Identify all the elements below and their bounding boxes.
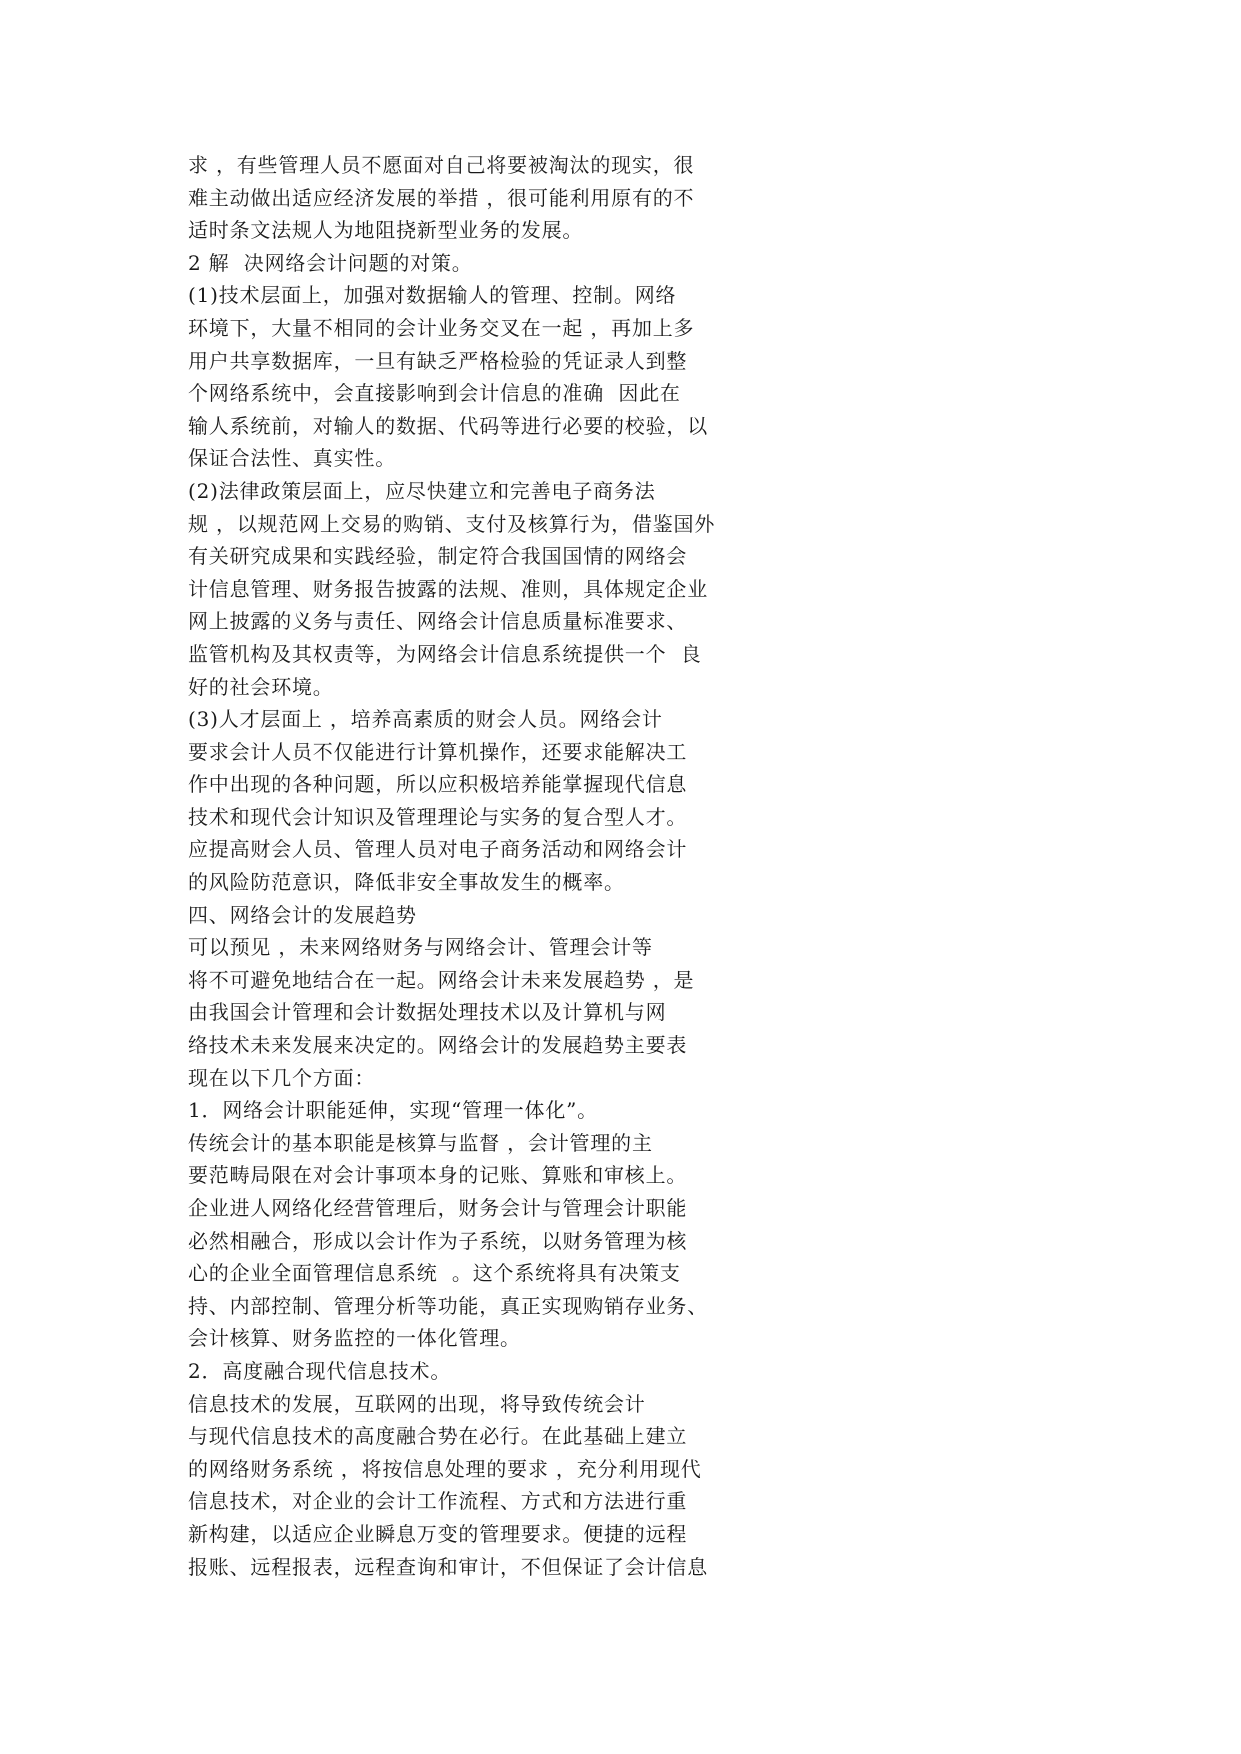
text-line: 规 ，以规范网上交易的购销、支付及核算行为，借鉴国外 xyxy=(188,511,716,536)
text-line: 保证合法性、真实性。 xyxy=(188,446,396,471)
text-line: 监管机构及其权责等，为网络会计信息系统提供一个 良 xyxy=(188,641,702,666)
text-line: 应提高财会人员、管理人员对电子商务活动和网络会计 xyxy=(188,837,688,862)
text-line: 络技术未来发展来决定的。网络会计的发展趋势主要表 xyxy=(188,1033,688,1058)
text-line: 个网络系统中，会直接影响到会计信息的准确 因此在 xyxy=(188,381,681,406)
text-line: 企业进人网络化经营管理后，财务会计与管理会计职能 xyxy=(188,1196,688,1220)
text-line: 将不可避免地结合在一起。网络会计未来发展趋势 ，是 xyxy=(188,967,695,992)
text-line: (1)技术层面上，加强对数据输人的管理、控制。网络 xyxy=(188,283,677,308)
text-line: 要范畴局限在对会计事项本身的记账、算账和审核上。 xyxy=(188,1163,688,1188)
text-line: 求 ，有些管理人员不愿面对自己将要被淘汰的现实，很 xyxy=(188,153,695,177)
text-line: 适时条文法规人为地阻挠新型业务的发展。 xyxy=(188,218,584,243)
text-line: 必然相融合，形成以会计作为子系统，以财务管理为核 xyxy=(188,1228,688,1253)
text-line: 信息技术，对企业的会计工作流程、方式和方法进行重 xyxy=(188,1489,688,1514)
text-line: 的风险防范意识，降低非安全事故发生的概率。 xyxy=(188,870,625,895)
text-line: 有关研究成果和实践经验，制定符合我国国情的网络会 xyxy=(188,544,688,569)
text-line: 会计核算、财务监控的一体化管理。 xyxy=(188,1326,521,1351)
text-line: 信息技术的发展，互联网的出现，将导致传统会计 xyxy=(188,1391,646,1416)
text-line: 持、内部控制、管理分析等功能，真正实现购销存业务、 xyxy=(188,1293,708,1318)
text-line: 可以预见 ，未来网络财务与网络会计、管理会计等 xyxy=(188,935,653,960)
text-line: 好的社会环境。 xyxy=(188,674,334,699)
subsection-heading: 1．网络会计职能延伸，实现“管理一体化”。 xyxy=(188,1098,598,1123)
text-line: (3)人才层面上 ，培养高素质的财会人员。网络会计 xyxy=(188,707,663,732)
subsection-heading: 2．高度融合现代信息技术。 xyxy=(188,1358,452,1383)
text-line: 现在以下几个方面： xyxy=(188,1065,376,1090)
text-line: 传统会计的基本职能是核算与监督 ，会计管理的主 xyxy=(188,1130,653,1155)
text-line: 报账、远程报表，远程查询和审计，不但保证了会计信息 xyxy=(188,1554,708,1579)
text-line: 心的企业全面管理信息系统 。这个系统将具有决策支 xyxy=(188,1261,681,1286)
text-line: 网上披露的义务与责任、网络会计信息质量标准要求、 xyxy=(188,609,688,634)
text-line: 环境下，大量不相同的会计业务交叉在一起 ，再加上多 xyxy=(188,315,695,340)
text-line: 输人系统前，对输人的数据、代码等进行必要的校验，以 xyxy=(188,413,708,438)
text-line: 的网络财务系统 ，将按信息处理的要求 ，充分利用现代 xyxy=(188,1456,702,1481)
text-line: 由我国会计管理和会计数据处理技术以及计算机与网 xyxy=(188,1000,667,1025)
text-line: 用户共享数据库，一旦有缺乏严格检验的凭证录人到整 xyxy=(188,348,688,373)
text-line: 作中出现的各种问题，所以应积极培养能掌握现代信息 xyxy=(188,772,688,797)
section-heading: 2 解 决网络会计问题的对策。 xyxy=(188,250,473,275)
text-line: 难主动做出适应经济发展的举措 ，很可能利用原有的不 xyxy=(188,185,695,210)
text-line: 计信息管理、财务报告披露的法规、准则，具体规定企业 xyxy=(188,576,708,601)
text-line: (2)法律政策层面上，应尽快建立和完善电子商务法 xyxy=(188,478,656,503)
section-heading: 四、网络会计的发展趋势 xyxy=(188,902,417,927)
text-line: 要求会计人员不仅能进行计算机操作，还要求能解决工 xyxy=(188,739,688,764)
text-line: 与现代信息技术的高度融合势在必行。在此基础上建立 xyxy=(188,1424,688,1449)
body-text xyxy=(188,149,748,1583)
text-line: 技术和现代会计知识及管理理论与实务的复合型人才。 xyxy=(188,804,688,829)
text-line: 新构建，以适应企业瞬息万变的管理要求。便捷的远程 xyxy=(188,1521,688,1546)
